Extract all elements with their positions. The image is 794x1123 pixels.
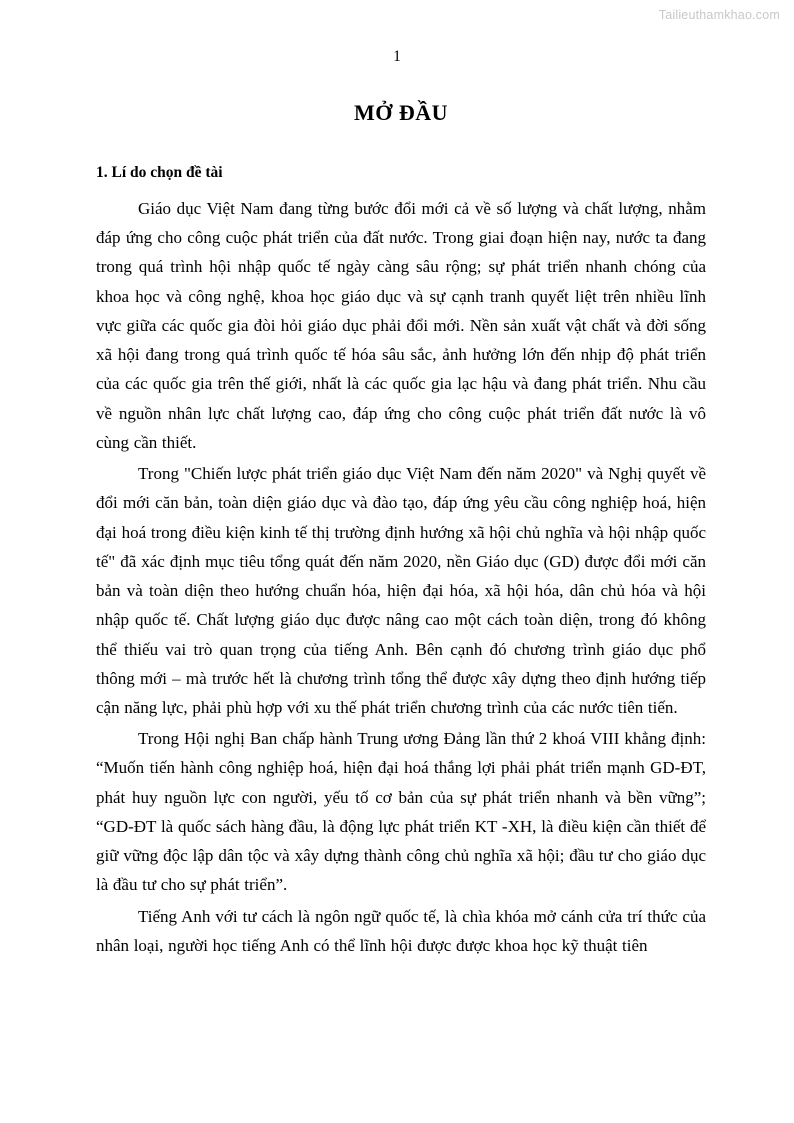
page-title: MỞ ĐẦU — [353, 100, 449, 125]
paragraph-1: Giáo dục Việt Nam đang từng bước đổi mới cả về số lượng và chất lượng, nhằm đáp ứng cho công cuộc phát triển của đất nước. Trong giai đoạn hiện nay, nước ta đang trong quá trình hội nhập quốc tế ngày càng sâu rộng; sự phát triển nhanh chóng của khoa học và công nghệ, khoa học giáo dục và sự cạnh tranh quyết liệt trên nhiều lĩnh vực giữa các quốc gia đòi hỏi giáo dục phải đổi mới. Nền sản xuất vật chất và đời sống xã hội đang trong quá trình quốc tế hóa sâu sắc, ảnh hưởng lớn đến nhịp độ phát triển của các quốc gia trên thế giới, nhất là các quốc gia lạc hậu và đang phát triển. Nhu cầu về nguồn nhân lực chất lượng cao, đáp ứng cho công cuộc phát triển đất nước là vô cùng cần thiết. — [96, 199, 706, 452]
page-number: 1 — [393, 48, 401, 65]
section-heading-1: 1. Lí do chọn đề tài — [96, 164, 223, 181]
paragraph-2: Trong "Chiến lược phát triển giáo dục Việt Nam đến năm 2020" và Nghị quyết về đổi mới căn bản, toàn diện giáo dục và đào tạo, đáp ứng yêu cầu công nghiệp hoá, hiện đại hoá trong điều kiện kinh tế thị trường định hướng xã hội chủ nghĩa và hội nhập quốc tế" đã xác định mục tiêu tổng quát đến năm 2020, nền Giáo dục (GD) được đổi mới căn bản và toàn diện theo hướng chuẩn hóa, hiện đại hóa, xã hội hóa, dân chủ hóa và hội nhập quốc tế. Chất lượng giáo dục được nâng cao một cách toàn diện, trong đó không thể thiếu vai trò quan trọng của tiếng Anh. Bên cạnh đó chương trình giáo dục phổ thông mới – mà trước hết là chương trình tổng thể được xây dựng theo định hướng tiếp cận năng lực, phải phù hợp với xu thế phát triển chương trình của các nước tiên tiến. — [96, 464, 706, 717]
page-content — [96, 100, 706, 960]
paragraph-4: Tiếng Anh với tư cách là ngôn ngữ quốc tế, là chìa khóa mở cánh cửa trí thức của nhân loại, người học tiếng Anh có thể lĩnh hội được được khoa học kỹ thuật tiên — [96, 906, 706, 955]
watermark-text: Tailieuthamkhao.com — [658, 8, 780, 22]
paragraph-3: Trong Hội nghị Ban chấp hành Trung ương Đảng lần thứ 2 khoá VIII khẳng định: “Muốn tiến hành công nghiệp hoá, hiện đại hoá thắng lợi phải phát triển mạnh GD-ĐT, phát huy nguồn lực con người, yếu tố cơ bản của sự phát triển nhanh và bền vững”; “GD-ĐT là quốc sách hàng đầu, là động lực phát triển KT -XH, là điều kiện cần thiết để giữ vững độc lập dân tộc và xây dựng thành công chủ nghĩa xã hội; đầu tư cho giáo dục là đầu tư cho sự phát triển”. — [96, 729, 706, 895]
